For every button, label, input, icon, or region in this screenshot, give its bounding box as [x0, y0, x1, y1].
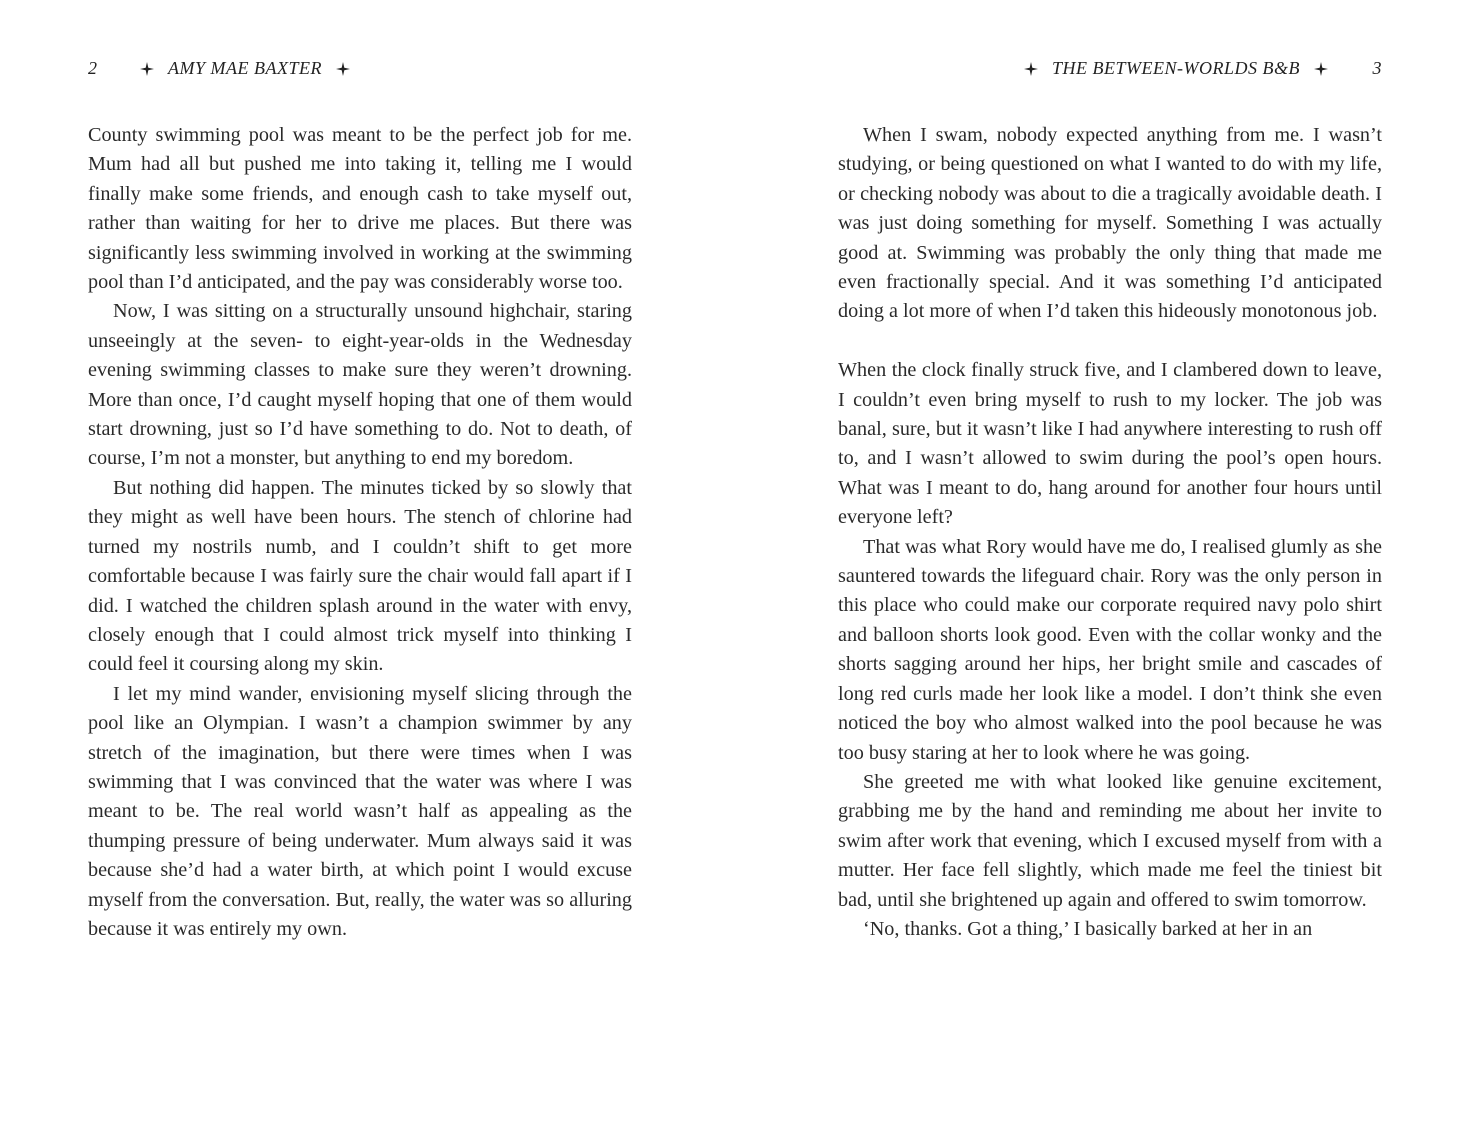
right-page [838, 0, 1382, 1125]
paragraph: ‘No, thanks. Got a thing,’ I basically barked at her in an [863, 917, 1313, 940]
right-page-body [838, 121, 1382, 944]
star-ornament-icon [336, 62, 350, 76]
paragraph: Now, I was sitting on a structurally unsound highchair, staring unseeingly at the seven- to eight-year-olds in the Wednesday evening swimming classes to make sure they weren’t drowning. More than once, I’d caught myself hoping that one of them would start drowning, just so I’d have something to do. Not to death, of course, I’m not a monster, but anything to end my boredom. [88, 300, 632, 470]
running-head-author: AMY MAE BAXTER [168, 58, 322, 78]
running-head-group [1024, 58, 1328, 79]
paragraph: She greeted me with what looked like genuine excitement, grabbing me by the hand and reminding me about her invite to swim after work that evening, which I excused myself from with a mutter. Her face fell slightly, which made me feel the tiniest bit bad, until she brightened up again and offered to swim tomorrow. [838, 770, 1382, 911]
running-head-title: THE BETWEEN-WORLDS B&B [1052, 58, 1300, 78]
paragraph: I let my mind wander, envisioning myself slicing through the pool like an Olympian. I wasn’t a champion swimmer by any stretch of the imagination, but there were times when I was swimming that I was convinced that the water was where I was meant to be. The real world wasn’t half as appealing as the thumping pressure of being underwater. Mum always said it was because she’d had a water birth, at which point I would excuse myself from the conversation. But, really, the water was so alluring because it was entirely my own. [88, 682, 632, 940]
page-number: 2 [88, 58, 98, 78]
left-running-head [88, 58, 632, 82]
star-ornament-icon [1024, 62, 1038, 76]
paragraph: When the clock finally struck five, and I clambered down to leave, I couldn’t even bring myself to rush to my locker. The job was banal, sure, but it wasn’t like I had anywhere interesting to rush off to, and I wasn’t allowed to swim during the pool’s open hours. What was I meant to do, hang around for another four hours until everyone left? [838, 359, 1382, 529]
running-head-group [140, 58, 350, 79]
star-ornament-icon [1314, 62, 1328, 76]
star-ornament-icon [140, 62, 154, 76]
left-page [88, 0, 632, 1125]
paragraph: When I swam, nobody expected anything from me. I wasn’t studying, or being questioned on what I wanted to do with my life, or checking nobody was about to die a tragically avoidable death. I was just doing something for myself. Something I was actually good at. Swimming was probably the only thing that made me even fractionally special. And it was something I’d anticipated doing a lot more of when I’d taken this hideously monotonous job. [838, 124, 1382, 323]
right-running-head [838, 58, 1382, 82]
page-number: 3 [1372, 58, 1382, 78]
paragraph: That was what Rory would have me do, I realised glumly as she sauntered towards the lifeguard chair. Rory was the only person in this place who could make our corporate required navy polo shirt and balloon shorts look good. Even with the collar wonky and the shorts sagging around her hips, her bright smile and cascades of long red curls made her look like a model. I don’t think she even noticed the boy who almost walked into the pool because he was too busy staring at her to look where he was going. [838, 535, 1382, 764]
left-page-body [88, 121, 632, 944]
paragraph: But nothing did happen. The minutes ticked by so slowly that they might as well have been hours. The stench of chlorine had turned my nostrils numb, and I couldn’t shift to get more comfortable because I was fairly sure the chair would fall apart if I did. I watched the children splash around in the water with envy, closely enough that I could almost trick myself into thinking I could feel it coursing along my skin. [88, 476, 632, 676]
paragraph: County swimming pool was meant to be the perfect job for me. Mum had all but pushed me into taking it, telling me I would finally make some friends, and enough cash to take myself out, rather than waiting for her to drive me places. But there was significantly less swimming involved in working at the swimming pool than I’d anticipated, and the pay was considerably worse too. [88, 124, 632, 294]
